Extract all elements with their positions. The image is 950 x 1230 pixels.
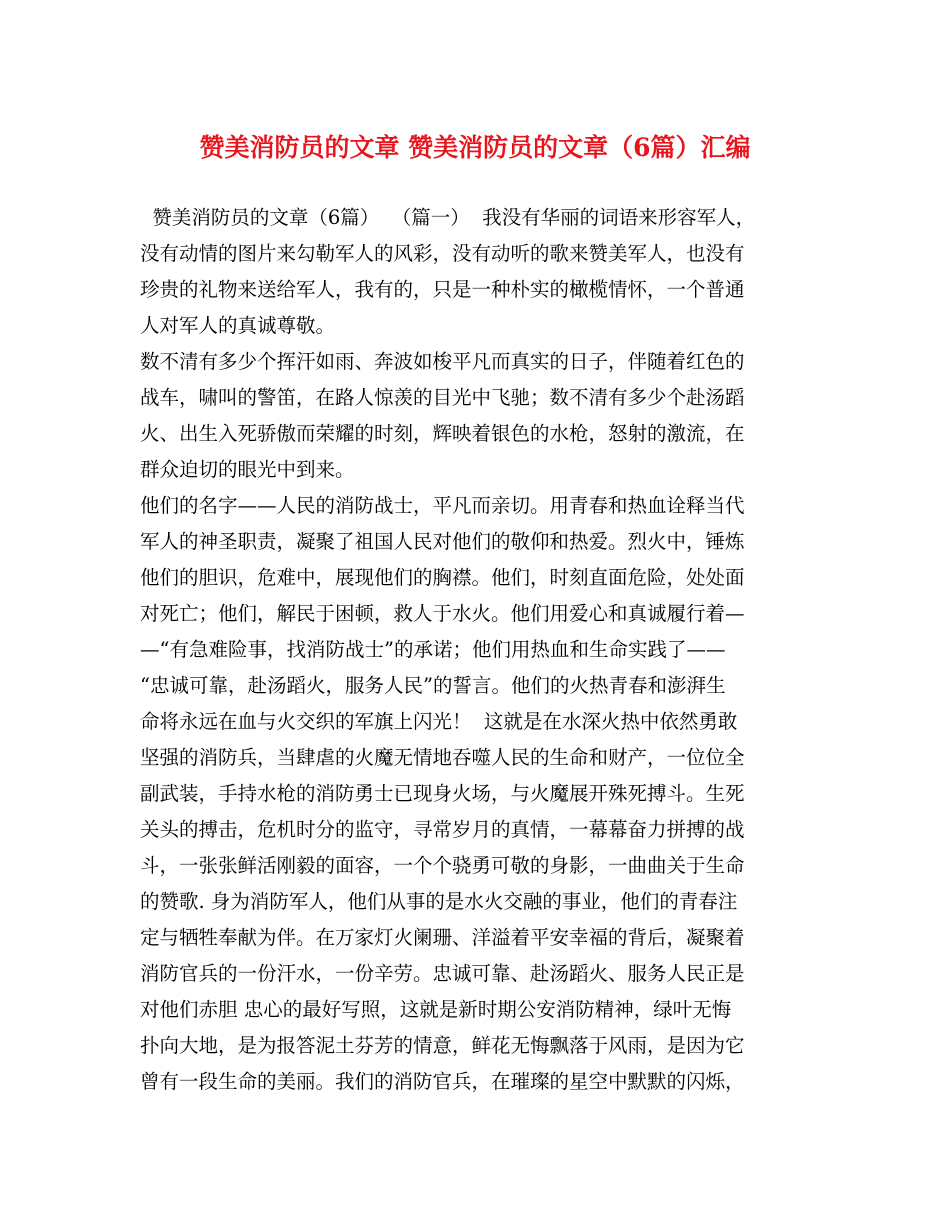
body-line: 群众迫切的眼光中到来。 [140,458,355,481]
body-line: 副武装，手持水枪的消防勇士已现身火场，与火魔展开殊死搏斗。生死 [140,782,745,805]
body-line: 赞美消防员的文章（6篇） （篇一） 我没有华丽的词语来形容军人， [140,206,756,229]
body-line: 命将永远在血与火交织的军旗上闪光！ 这就是在水深火热中依然勇敢 [140,710,738,733]
body-line: 曾有一段生命的美丽。我们的消防官兵，在璀璨的星空中默默的闪烁， [140,1070,745,1093]
body-line: 他们的名字——人民的消防战士，平凡而亲切。用青春和热血诠释当代 [140,494,745,517]
body-line: 珍贵的礼物来送给军人，我有的，只是一种朴实的橄榄情怀，一个普通 [140,278,745,301]
body-line: 军人的神圣职责，凝聚了祖国人民对他们的敬仰和热爱。烈火中，锤炼 [140,530,745,553]
body-line: 他们的胆识，危难中，展现他们的胸襟。他们，时刻直面危险，处处面 [140,566,745,589]
body-line: 人对军人的真诚尊敬。 [140,314,336,337]
body-line: 没有动情的图片来勾勒军人的风彩，没有动听的歌来赞美军人，也没有 [140,242,745,265]
document-body [140,200,820,1100]
body-line: 对死亡；他们，解民于困顿，救人于水火。他们用爱心和真诚履行着— [140,602,745,625]
body-line: 消防官兵的一份汗水，一份辛劳。忠诚可靠、赴汤蹈火、服务人民正是 [140,962,745,985]
document-title: 赞美消防员的文章 赞美消防员的文章（6篇）汇编 [199,133,751,162]
body-line: —“有急难险事，找消防战士”的承诺；他们用热血和生命实践了—— [140,638,726,661]
body-line: 定与牺牲奉献为伴。在万家灯火阑珊、洋溢着平安幸福的背后，凝聚着 [140,926,745,949]
body-line: 关头的搏击，危机时分的监守，寻常岁月的真情，一幕幕奋力拼搏的战 [140,818,745,841]
body-line: 战车，啸叫的警笛，在路人惊羡的目光中飞驰；数不清有多少个赴汤蹈 [140,386,745,409]
body-line: 数不清有多少个挥汗如雨、奔波如梭平凡而真实的日子，伴随着红色的 [140,350,745,373]
body-line: 的赞歌. 身为消防军人，他们从事的是水火交融的事业，他们的青春注 [140,890,738,913]
body-line: 火、出生入死骄傲而荣耀的时刻，辉映着银色的水枪，怒射的激流，在 [140,422,745,445]
body-line: 对他们赤胆 忠心的最好写照，这就是新时期公安消防精神，绿叶无悔 [140,998,732,1021]
body-line: “忠诚可靠，赴汤蹈火，服务人民”的誓言。他们的火热青春和澎湃生 [140,674,726,697]
body-line: 坚强的消防兵，当肆虐的火魔无情地吞噬人民的生命和财产，一位位全 [140,746,745,769]
body-line: 扑向大地，是为报答泥土芬芳的情意，鲜花无悔飘落于风雨，是因为它 [140,1034,745,1057]
body-line: 斗，一张张鲜活刚毅的面容，一个个骁勇可敬的身影，一曲曲关于生命 [140,854,745,877]
